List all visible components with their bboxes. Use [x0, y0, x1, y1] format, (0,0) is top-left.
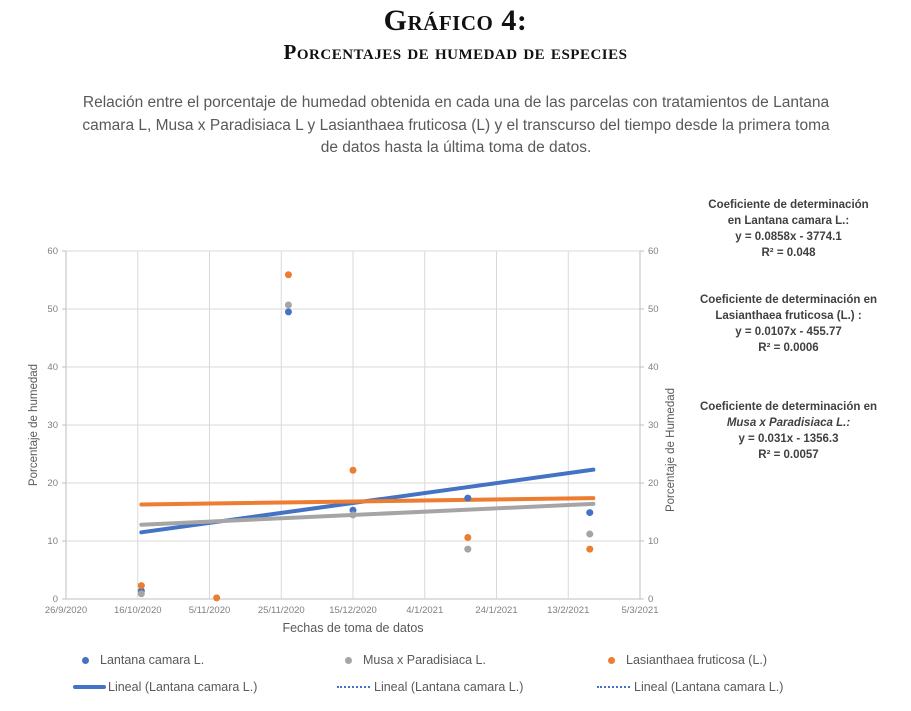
annotation-r2: R² = 0.0057 [758, 449, 819, 461]
x-tick-label: 4/1/2021 [406, 605, 444, 616]
annotation-line: Coeficiente de determinación [708, 199, 869, 211]
y-tick-label-left: 0 [52, 594, 58, 605]
x-tick-label: 5/11/2020 [188, 605, 231, 616]
legend-label: Lineal (Lantana camara L.) [634, 680, 784, 694]
annotation-r2: R² = 0.048 [761, 247, 816, 259]
y-axis-title-right: Porcentaje de Humedad [665, 387, 677, 513]
annotation-r2: R² = 0.0006 [758, 342, 819, 354]
data-point [464, 546, 471, 553]
y-tick-label-left: 40 [47, 362, 58, 373]
scatter-chart [0, 230, 911, 650]
y-tick-label-right: 50 [648, 304, 659, 315]
dotted-line-icon [337, 686, 370, 688]
annotation-equation: y = 0.031x - 1356.3 [738, 433, 839, 445]
y-tick-label-right: 20 [648, 478, 659, 489]
y-tick-label-right: 0 [648, 594, 654, 605]
annotation-line: Coeficiente de determinación en [699, 401, 877, 413]
annotation-equation: y = 0.0107x - 455.77 [735, 326, 842, 338]
annotation-equation: y = 0.0858x - 3774.1 [735, 231, 842, 243]
x-tick-label: 25/11/2020 [257, 605, 305, 616]
musa-marker-icon [345, 657, 352, 664]
y-tick-label-left: 50 [47, 304, 58, 315]
lasianthaea-marker-icon [608, 657, 615, 664]
legend-item-lineal-dotted-2 [597, 680, 783, 694]
legend-item-lineal-solid [73, 680, 257, 694]
x-axis-title: Fechas de toma de datos [282, 621, 424, 635]
y-tick-label-right: 10 [648, 536, 659, 547]
annotation-line: Musa x Paradisiaca L.: [726, 417, 851, 429]
data-point [285, 271, 292, 278]
y-tick-label-left: 10 [47, 536, 58, 547]
x-tick-label: 16/10/2020 [113, 605, 162, 616]
annotation-line: en Lantana camara L.: [727, 215, 850, 227]
data-point [586, 509, 593, 516]
annotation-line: Lasianthaea fruticosa (L.) : [715, 310, 862, 322]
legend-item-lantana [82, 653, 204, 667]
data-point [350, 467, 357, 474]
legend-label: Lineal (Lantana camara L.) [374, 680, 524, 694]
legend-item-lasianthaea [608, 653, 767, 667]
x-tick-label: 24/1/2021 [475, 605, 518, 616]
data-point [586, 531, 593, 538]
legend-label: Lineal (Lantana camara L.) [108, 680, 258, 694]
y-tick-label-right: 30 [648, 420, 659, 431]
x-tick-label: 26/9/2020 [44, 605, 88, 616]
x-tick-label: 5/3/2021 [621, 605, 659, 616]
chart-description: Relación entre el porcentaje de humedad obtenida en cada una de las parcelas con tratamientos de Lantana camara L, Musa x Paradisiaca L y Lasianthaea fruticosa (L) y el transcurso del tiempo desde la primera toma de datos hasta la última toma de datos. [82, 94, 830, 156]
y-tick-label-right: 60 [648, 246, 659, 257]
y-tick-label-right: 40 [648, 362, 659, 373]
data-point [285, 308, 292, 315]
legend-label: Lantana camara L. [100, 653, 205, 667]
legend-item-musa [345, 653, 486, 667]
data-point [464, 534, 471, 541]
data-point [586, 546, 593, 553]
y-tick-label-left: 30 [47, 420, 58, 431]
annotation-line: Coeficiente de determinación en [699, 294, 877, 306]
data-point [138, 582, 145, 589]
legend-label: Lasianthaea fruticosa (L.) [626, 653, 768, 667]
legend-item-lineal-dotted-1 [337, 680, 523, 694]
dotted-line-icon [597, 686, 630, 688]
y-tick-label-left: 60 [47, 246, 58, 257]
solid-line-icon [73, 685, 106, 689]
data-point [350, 511, 357, 518]
lantana-marker-icon [82, 657, 89, 664]
x-tick-label: 13/2/2021 [547, 605, 590, 616]
y-axis-title-left: Porcentaje de humedad [28, 363, 40, 487]
data-point [285, 301, 292, 308]
legend-label: Musa x Paradisiaca L. [363, 653, 486, 667]
data-point [213, 594, 220, 601]
data-point [138, 590, 145, 597]
x-tick-label: 15/12/2020 [329, 605, 377, 616]
y-tick-label-left: 20 [47, 478, 58, 489]
page-subtitle: Porcentajes de humedad de especies [283, 40, 628, 64]
page-title: Gráfico 4: [383, 4, 528, 37]
data-point [464, 495, 471, 502]
